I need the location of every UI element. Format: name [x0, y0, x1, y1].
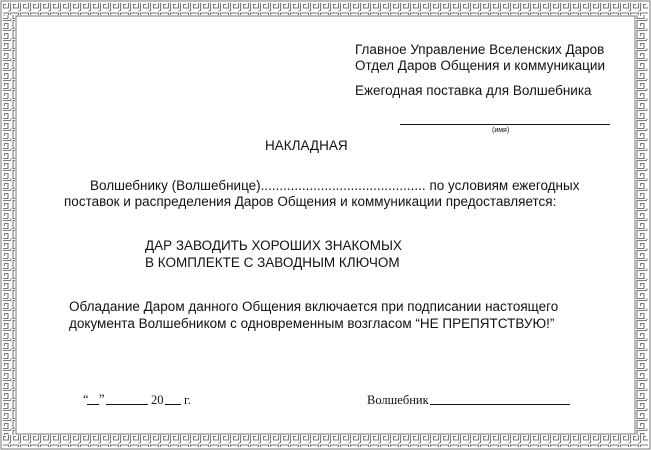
border-top [3, 3, 648, 15]
document-title: НАКЛАДНАЯ [265, 138, 348, 153]
intro-line-2: поставок и распределения Даров Общения и коммуникации предоставляется: [64, 194, 557, 209]
border-left [3, 15, 15, 435]
signature-line [430, 404, 570, 405]
date-month-line [106, 404, 148, 405]
header-delivery: Ежегодная поставка для Волшебника [355, 83, 592, 98]
header-organization: Главное Управление Вселенских Даров [355, 42, 605, 57]
gift-line-2: В КОМПЛЕКТЕ С ЗАВОДНЫМ КЛЮЧОМ [145, 255, 400, 270]
header-department: Отдел Даров Общения и коммуникации [355, 58, 605, 73]
terms-line-2: документа Волшебником с одновременным возгласом “НЕ ПРЕПЯТСТВУЮ!” [69, 316, 555, 331]
date-close-quote: ” [99, 392, 105, 406]
recipient-name-caption: (имя) [492, 127, 510, 134]
recipient-name-line [400, 124, 610, 125]
date-day-line [87, 404, 99, 405]
terms-line-1: Обладание Даром данного Общения включается при подписании настоящего [69, 299, 559, 314]
date-open-quote: “ [83, 392, 89, 406]
border-bottom [3, 435, 648, 447]
border-right [636, 15, 648, 435]
date-year-prefix: 20 [151, 393, 164, 407]
date-year-line [165, 404, 181, 405]
signature-label: Волшебник [367, 393, 429, 407]
date-year-suffix: г. [184, 393, 191, 407]
gift-line-1: ДАР ЗАВОДИТЬ ХОРОШИХ ЗНАКОМЫХ [145, 238, 402, 253]
intro-line-1: Волшебнику (Волшебнице)............................................ по условиям ежегодных [90, 178, 580, 193]
